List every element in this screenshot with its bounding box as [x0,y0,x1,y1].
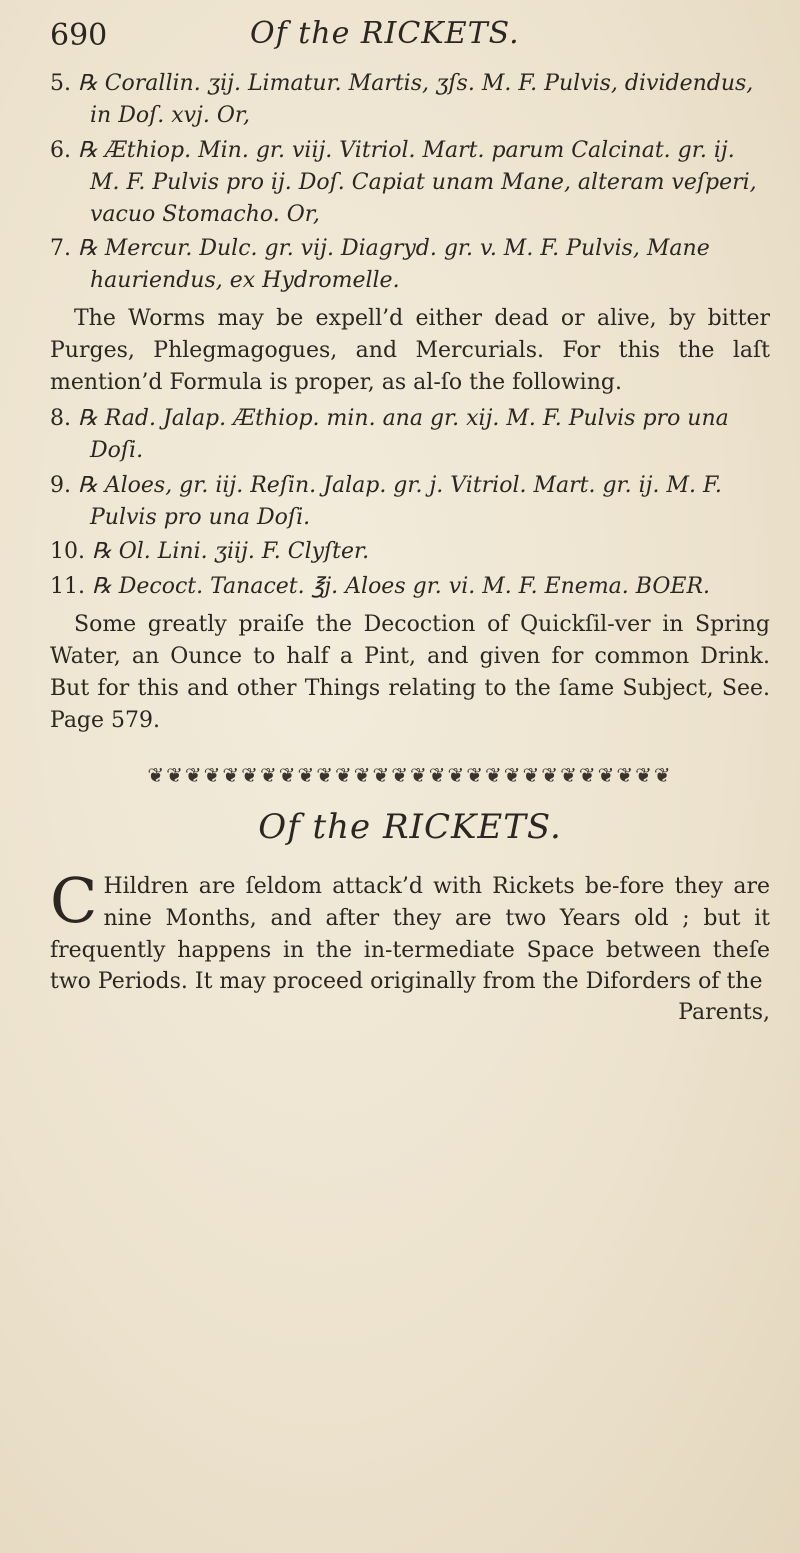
recipe-6: 6. ℞ Æthiop. Min. gr. viij. Vitriol. Mart. parum Calcinat. gr. ij. M. F. Pulvis pro ij. Doſ. Capiat unam Mane, alteram veſperi, vacuo Stomacho. Or, [50,137,757,227]
recipe-9: 9. ℞ Aloes, gr. iij. Reſin. Jalap. gr. j. Vitriol. Mart. gr. ij. M. F. Pulvis pro una Doſi. [50,472,722,530]
recipe-10: 10. ℞ Ol. Lini. ʒiij. F. Clyſter. [50,539,370,565]
drop-cap: C [50,863,98,937]
running-title: Of the RICKETS. [250,16,520,51]
recipe-7: 7. ℞ Mercur. Dulc. gr. vij. Diagryd. gr. v. M. F. Pulvis, Mane hauriendus, ex Hydromelle. [50,236,710,294]
recipe-8: 8. ℞ Rad. Jalap. Æthiop. min. ana gr. xij. M. F. Pulvis pro una Doſi. [50,405,729,463]
section-title: Of the RICKETS. [258,806,562,847]
paragraph-worms: The Worms may be expell’d either dead or alive, by bitter Purges, Phlegmagogues, and Mercurials. For this the laſt mention’d Formula is proper, as al-ſo the following. [50,306,770,396]
recipe-11: 11. ℞ Decoct. Tanacet. ℥j. Aloes gr. vi. M. F. Enema. BOER. [50,574,711,600]
catchword: Parents, [678,1000,770,1026]
paragraph-rickets: C Hildren are ſeldom attack’d with Rickets be-fore they are nine Months, and after they are two Years old ; but it frequently happens in the in-termediate Space between theſe two Periods. It may proceed originally from the Diforders of the [50,863,770,995]
page-body [50,68,770,1025]
running-header [40,16,760,56]
ornament-divider: ❦❦❦❦❦❦❦❦❦❦❦❦❦❦❦❦❦❦❦❦❦❦❦❦❦❦❦❦ [147,762,673,787]
page-number: 690 [50,18,108,53]
paragraph-quicksilver: Some greatly praiſe the Decoction of Quickſil-ver in Spring Water, an Ounce to half a Pint, and given for common Drink. But for this and other Things relating to the ſame Subject, See. Page 579. [50,612,770,733]
recipe-5: 5. ℞ Corallin. ʒij. Limatur. Martis, ʒſs. M. F. Pulvis, dividendus, in Doſ. xvj. Or, [50,71,754,128]
